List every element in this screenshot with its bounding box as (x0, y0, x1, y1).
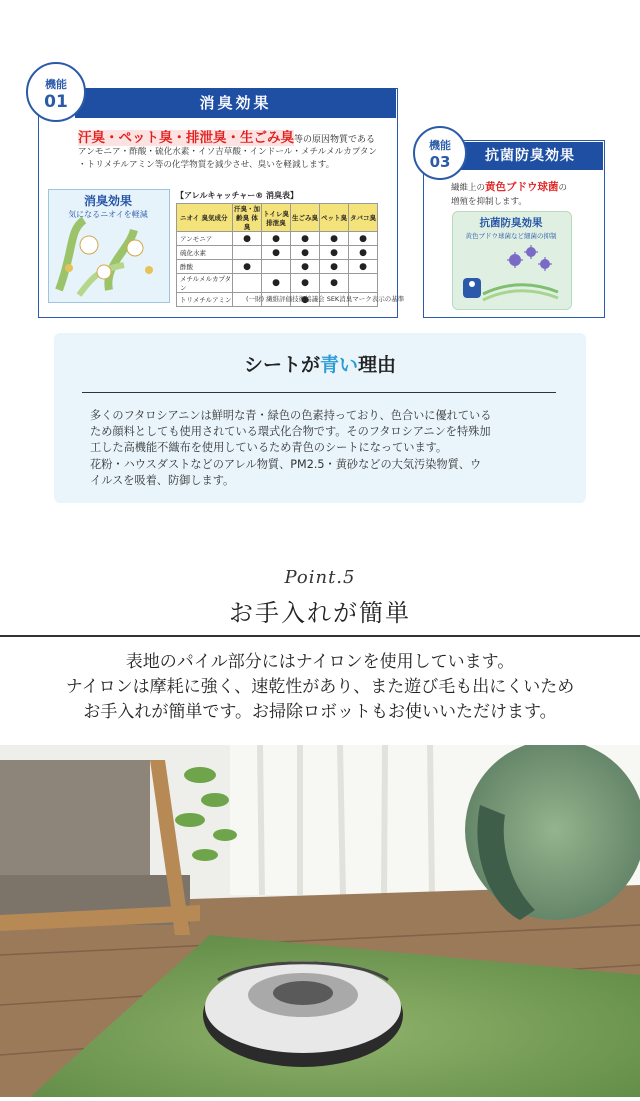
desc-prefix: 繊維上の (451, 183, 486, 193)
reason-line: 花粉・ハウスダストなどのアレル物質、PM2.5・黄砂などの大気汚染物質、ウ (90, 457, 482, 471)
odor-table-header (177, 204, 378, 232)
odor-table-row (177, 274, 378, 293)
effective-dot-icon (349, 260, 378, 274)
odor-table-row (177, 260, 378, 274)
effective-dot-icon (291, 274, 320, 293)
desc-line: アンモニア・酢酸・硫化水素・イソ吉草酸・インドール・メチルメルカプタン (78, 147, 377, 157)
odor-table (176, 203, 378, 307)
antibacterial-box-title: 抗菌防臭効果 (479, 217, 543, 229)
desc-line: 増殖を抑制します。 (451, 197, 527, 207)
point-title: お手入れが簡単 (229, 599, 411, 627)
odor-table-note: (一財) 繊維評価技術協議会 SEK消臭マーク表示の基準 (246, 295, 405, 303)
table-corner-cell: ニオイ 臭気成分 (177, 204, 233, 232)
odor-table-row-label: アンモニア (177, 232, 233, 246)
reason-line: ため顔料としても使用されている環式化合物です。そのフタロシアニンを特殊加 (90, 425, 491, 439)
badge-number: 01 (44, 92, 68, 112)
feature-03-header: 抗菌防臭効果 (457, 142, 603, 170)
divider (82, 392, 556, 393)
feature-01-badge (26, 62, 86, 122)
feature-03-description (451, 180, 601, 209)
empty-cell (233, 246, 262, 260)
effective-dot-icon (291, 260, 320, 274)
room-scene (0, 745, 640, 1097)
desc-suffix: の (558, 183, 568, 193)
point-label: Point.5 (284, 567, 356, 588)
reason-line: 多くのフタロシアニンは鮮明な青・緑色の色素持っており、色合いに優れている (90, 409, 492, 422)
reason-body (90, 408, 556, 489)
effective-dot-icon (262, 246, 291, 260)
effective-dot-icon (262, 274, 291, 293)
effective-dot-icon (291, 246, 320, 260)
point-line: 表地のパイル部分にはナイロンを使用しています。 (125, 652, 515, 672)
badge-number: 03 (429, 153, 451, 171)
odor-table-row (177, 232, 378, 246)
badge-label: 機能 (45, 78, 67, 91)
divider (0, 635, 640, 637)
title-part: シートが (243, 354, 320, 376)
deodorize-box-subtitle: 気になるニオイを軽減 (68, 210, 148, 219)
feature-01-header: 消臭効果 (75, 88, 396, 118)
point-line: お手入れが簡単です。お掃除ロボットもお使いいただけます。 (83, 702, 557, 722)
effective-dot-icon (349, 246, 378, 260)
deodorize-box-title: 消臭効果 (83, 194, 132, 208)
odor-types: 汗臭・ペット臭・排泄臭・生ごみ臭 (78, 130, 294, 146)
reason-line: 工した高機能不織布を使用しているため青色のシートになっています。 (90, 441, 448, 455)
feature-03-badge (413, 126, 467, 180)
table-col-header: 汗臭・加齢臭 体臭 (234, 205, 260, 231)
odor-suffix: 等の原因物質である (294, 135, 376, 145)
table-col-header: トイレ臭 排泄臭 (262, 204, 291, 232)
bacteria-highlight: 黄色ブドウ球菌 (485, 181, 559, 193)
effective-dot-icon (233, 232, 262, 246)
empty-cell (262, 260, 291, 274)
point-body (0, 650, 640, 725)
effective-dot-icon (349, 232, 378, 246)
effective-dot-icon (233, 260, 262, 274)
odor-table-row-label: トリメチルアミン (177, 293, 233, 307)
antibacterial-box-subtitle: 黄色ブドウ球菌など細菌の抑制 (465, 232, 557, 240)
odor-table-row (177, 246, 378, 260)
empty-cell (349, 274, 378, 293)
odor-table-row-label: メチルメルカプタン (177, 274, 233, 293)
effective-dot-icon (262, 232, 291, 246)
title-highlight: 青い (319, 354, 358, 376)
rug-robot-photo (0, 745, 640, 1097)
effective-dot-icon (320, 232, 349, 246)
feature-01-description (78, 146, 396, 172)
empty-cell (233, 274, 262, 293)
title-part: 理由 (358, 354, 397, 376)
table-col-header: ペット臭 (320, 204, 349, 232)
reason-line: イルスを吸着、防御します。 (90, 473, 235, 487)
odor-table-row-label: 硫化水素 (177, 246, 233, 260)
odor-table-row-label: 酢酸 (177, 260, 233, 274)
reason-title (54, 350, 586, 377)
badge-label: 機能 (429, 139, 451, 152)
desc-line: ・トリメチルアミン等の化学物質を減少させ、臭いを軽減します。 (78, 160, 335, 170)
point-line: ナイロンは摩耗に強く、速乾性があり、また遊び毛も出にくいため (65, 677, 575, 697)
table-col-header: 生ごみ臭 (291, 204, 320, 232)
effective-dot-icon (320, 274, 349, 293)
odor-table-title: 【アレルキャッチャー® 消臭表】 (176, 191, 299, 200)
effective-dot-icon (320, 260, 349, 274)
table-col-header: タバコ臭 (349, 204, 378, 232)
effective-dot-icon (291, 232, 320, 246)
effective-dot-icon (320, 246, 349, 260)
